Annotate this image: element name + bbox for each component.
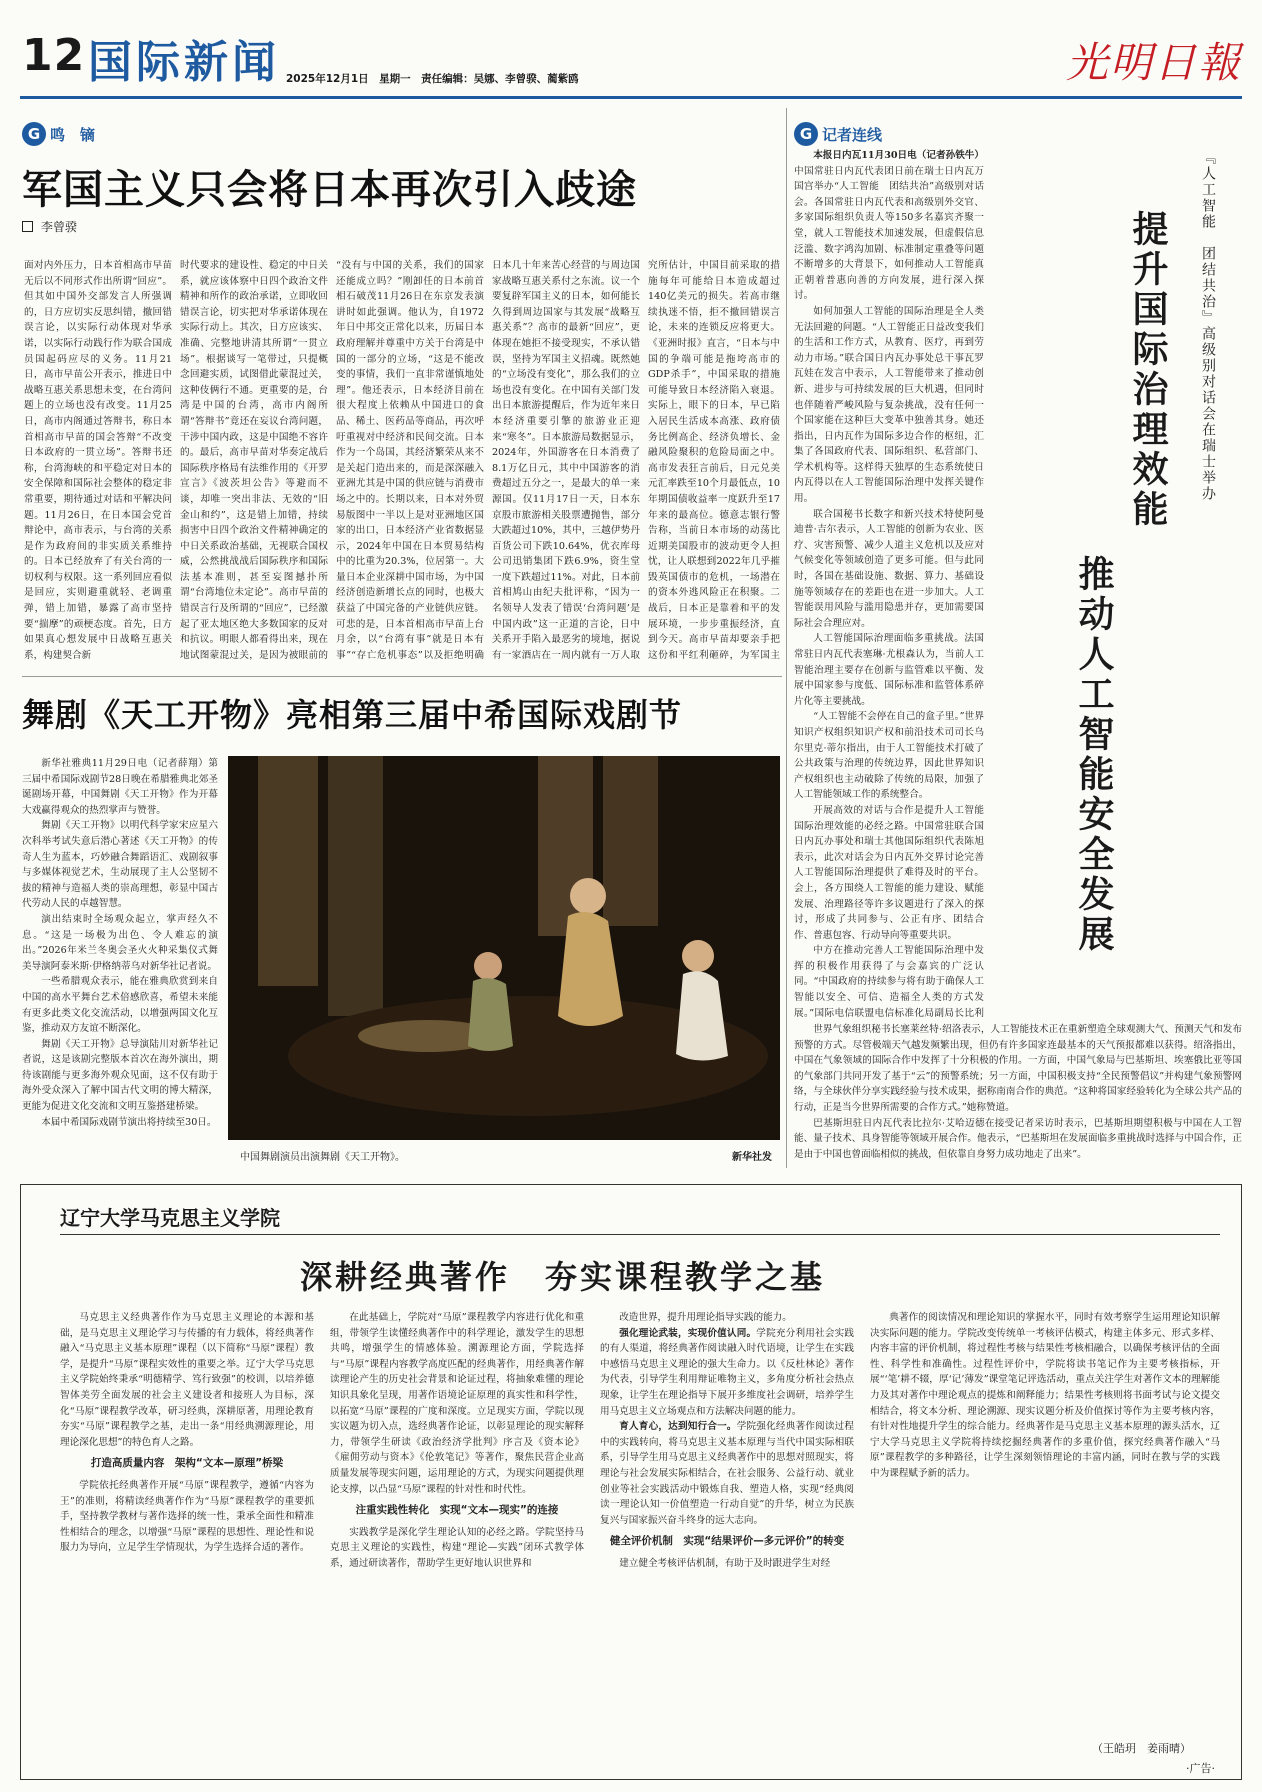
left-headline: 军国主义只会将日本再次引入歧途: [22, 167, 637, 213]
vertical-headline-2: 推动人工智能安全发展: [1073, 555, 1114, 955]
middle-headline: 舞剧《天工开物》亮相第三届中希国际戏剧节: [22, 696, 683, 734]
left-col-1: 面对内外压力，日本首相高市早苗无后以不同形式作出所谓“回应”。但其如中国外交部发言人所强调的，日方应切实反思纠错，撤回错误言论，以实际行动体现对华承诺，以实际行动践行作为联合国成员国起码应尽的义务。11月21日，高市早苗公开表示，推进日中战略互惠关系思想未变，在台湾问题上的立场也没有改变。11月25日，高市内阁通过答辩书，称日本首相高市早苗的国会答辩“不改变日本政府的一贯立场”。答辩书还称，台湾海峡的和平稳定对日本的安全保障和国际社会整体的稳定非常重要，期待通过对话和平解决问题。11月26日，在日本国会党首辩论中，高市表示，与台湾的关系是作为政府间的非实质关系维持的。日本已经放弃了有关台湾的一切权利与权限。这一系列回应看似是回应，实则避重就轻、老调重弹，错上加错，暴露了高市坚持要“揣摩”的顽梗态度。首先，日方如果真心想发展中日战略互惠关系，构建契合新: [24, 260, 172, 661]
left-col-5: 究所估计，中国目前采取的措施每年可能给日本造成超过140亿美元的损失。若高市继续执迷不悟，拒不撤回错误言论，未来的连锁反应将更大。《亚洲时报》直言，“日本与中国的争端可能是拖垮高市的GDP杀手”，中国采取的措施可能导致日本经济陷入衰退。实际上，眼下的日本，早已陷入居民生活成本高涨、政府债务比例高企、经济负增长、金融风险聚积的危险局面之中。高市发表狂言前后，日元兑美元汇率跌至10个月最低点，10年期国债收益率一度跃升至17年来的最高位。德意志银行警告称，当前日本市场的动荡比近期美国股市的波动更令人担忧，让人联想到2022年几乎摧毁英国债市的危机，一场潜在的资本外逃风险正在积聚。二战后，日本正是靠着和平的发展环境，一步步重振经济，直到今天。高市早苗却要亲手把这份和平红利砸碎，为军国主: [648, 260, 780, 661]
vertical-kicker: 『人工智能 团结共治』高级别对话会在瑞士举办: [1200, 150, 1216, 502]
ad-subhead-2: 注重实践性转化 实现“文本—现实”的连接: [355, 1504, 559, 1517]
middle-para-4: 一些希腊观众表示，能在雅典欣赏到来自中国的高水平舞台艺术倍感欣喜，希望未来能有更多此类文化交流活动，以增强两国文化互鉴，推动双方友谊不断深化。: [22, 976, 218, 1035]
page-number: 12: [22, 30, 86, 81]
g-logo-icon-2: G: [794, 122, 818, 146]
byline-box-icon: [22, 221, 33, 232]
middle-para-3: 演出结束时全场观众起立，掌声经久不息。“这是一场极为出色、令人难忘的演出。”2026年米兰冬奥会圣火火种采集仪式舞美导演阿泰米斯·伊格纳蒂乌对新华社记者说。: [22, 913, 218, 972]
right-para-1: 中国常驻日内瓦代表团日前在瑞士日内瓦万国宫举办“人工智能 团结共治”高级别对话会。各国常驻日内瓦代表和高级别外交官、多家国际组织负责人等150多名嘉宾齐聚一堂，就人工智能技术加速发展，但虚假信息泛滥、数字鸿沟加剧、标准制定重叠等问题不断增多的大背景下，如何推动人工智能真正朝着普惠向善的方向发展，进行深入探讨。: [794, 165, 984, 302]
left-col-2: 时代要求的建设性、稳定的中日关系，就应该体察中日四个政治文件精神和所作的政治承诺，立即收回错误言论，切实把对华承诺体现在实际行动上。其次，日方应该实、准确、完整地讲清其所谓“一贯立场”。根据谈写一笔带过，只提概念回避实质，试图借此蒙混过关，这种伎俩行不通。更重要的是，台湾是中国的台湾，高市内阁所谓“答辩书”竟还在妄议台湾问题，干涉中国内政，这是中国绝不容许的。最后，高市早苗对华奏定战后国际秩序格局有法维作用的《开罗宣言》《波茨坦公告》等避而不谈，却唯一突出非法、无效的“旧金山和约”，这是错上加错，持续损害中日四个政治文件精神确定的中日关系政治基础，无视联合国权威，公然挑战战后国际秩序和国际法基本准则，甚至妄图撼扑所谓“台湾地位未定论”。高市早苗的错误言行及所谓的“回应”，已经激起了亚太地区绝大多数国家的反对和抗议。明眼人都看得出来，现在地试图蒙混过关，是因为被眼前的: [180, 260, 328, 661]
right-para-9: 巴基斯坦驻日内瓦代表比拉尔·艾哈迈德在接受记者采访时表示，巴基斯坦期望积极与中国在人工智能、量子技术、具身智能等领域开展合作。他表示，“巴基斯坦在发展面临多重挑战时选择与中国合作，正是由于中国也曾面临相似的挑战，但依靠自身努力成功地走了出来”。: [794, 1117, 1242, 1160]
right-para-7: 中方在推动完善人工智能国际治理中发挥的积极作用获得了与会嘉宾的广泛认同。“中国政府的持续参与将有助于确保人工智能以安全、可信、造福全人类的方式发展。”国际电信联盟电信标准化局副局长比利: [794, 945, 984, 1018]
ad-col3-intro: 改造世界，提升用理论指导实践的能力。: [619, 1312, 792, 1323]
dateline: 本报日内瓦11月30日电（记者孙铁牛）: [813, 150, 984, 161]
section-divider: [22, 676, 782, 677]
masthead-rule: [20, 96, 1242, 99]
g-logo-icon: G: [22, 122, 46, 146]
right-para-2: 如何加强人工智能的国际治理是全人类无法回避的问题。“人工智能正日益改变我们的生活和工作方式，从教育、医疗，再到劳动力市场。”联合国日内瓦办事处总干事瓦罗瓦娃在发言中表示，人工智能带来了推动创新、进步与可持续发展的巨大机遇，但同时也伴随着严峻风险与复杂挑战，没有任何一个国家能在这种巨大变革中独善其身。她还指出，日内瓦作为国际多边合作的枢纽，汇集了各国政府代表、国际组织、私营部门、学术机构等。这样得天独厚的生态系统使日内瓦得以在人工智能国际治理中发挥关键作用。: [794, 305, 984, 505]
photo-credit: 新华社发: [732, 1152, 772, 1163]
column-divider: [786, 108, 787, 1168]
middle-para-5: 舞剧《天工开物》总导演陆川对新华社记者说，这是该剧完整版本首次在海外演出，期待该剧能与更多海外观众见面，这不仅有助于海外受众深入了解中国古代文明的博大精深，更能为促进文化交流和文明互鉴搭建桥梁。: [22, 1038, 218, 1113]
ad-col-3: [600, 1310, 854, 1750]
ad-col4-text: 典著作的阅读情况和理论知识的掌握水平，同时有效考察学生运用理论知识解决实际问题的能力。学院改变传统单一考核评估模式，构建主体多元、形式多样、内容丰富的评价机制，将过程性考核与结果性考核相融合，以确保考核评估的全面性、科学性和准确性。过程性评价中，学院将读书笔记作为主要考核指标，开展“‘笔’耕不辍，厚‘记’薄发”课堂笔记评选活动，重点关注学生对著作文本的理解能力及其对著作中理论观点的提炼和阐释能力；结果性考核则将书面考试与论文提交相结合，将文本分析、理论溯源、现实议题分析及价值探讨等作为主要考核内容，有针对性地提升学生的综合能力。经典著作是马克思主义基本原理的源头活水，辽宁大学马克思主义学院将持续挖掘经典著作的多重价值，探究经典著作融入“马原”课程教学的多种路径，让学生深刻领悟理论的丰富内涵，同时在教与学的实践中为课程赋予新的活力。: [870, 1312, 1220, 1479]
ad-col3-after: 建立健全考核评估机制，有助于及时跟进学生对经: [619, 1557, 831, 1569]
dance-photo: [228, 756, 780, 1140]
ad-subhead-3: 健全评价机制 实现“结果评价—多元评价”的转变: [609, 1535, 845, 1548]
ad-header-rule: [60, 1234, 1220, 1235]
ad-col2-intro: 在此基础上，学院对“马原”课程教学内容进行优化和重组，带领学生读懂经典著作中的科学理论，激发学生的思想共鸣，增强学生的情感体验。溯源理论方面，学院选择与“马原”课程内容教学高度匹配的经典著作，用经典著作解读理论产生的历史社会背景和论证过程，将抽象难懂的理论知识具象化呈现，用著作语境论证原理的真实性和科学性，以拓宽“马原”课程的广度和深度。立足现实方面，学院以现实议题为切入点，选经典著作论证，以彰显理论的现实解释力，带领学生研读《政治经济学批判》序言及《资本论》《雇佣劳动与资本》《伦敦笔记》等著作，聚焦民营企业高质量发展等现实问题，运用理论的方式，为现实问题提供理论支撑，以凸显“马原”课程的针对性和时代性。: [330, 1312, 584, 1495]
ad-col3-p2-text: 学院强化经典著作阅读过程中的实践转向，将马克思主义基本原理与当代中国实际相联系，引导学生用马克思主义经典著作中的思想对照现实，将理论与社会发展实际相结合，在社会服务、公益行动、就业创业等社会实践活动中锻炼自我、塑造人格，实现“经典阅读一理论认知一价值塑造一行动自觉”的升华，树立为民族复兴与国家振兴奋斗终身的远大志向。: [600, 1421, 854, 1526]
ad-col3-p1: [600, 1326, 854, 1420]
right-para-6: 开展高效的对话与合作是提升人工智能国际治理效能的必经之路。中国常驻联合国日内瓦办事处和瑞士其他国际组织代表陈旭表示，此次对话会为日内瓦外交界讨论完善人工智能国际治理提供了难得及时的平台。会上，各方围绕人工智能的能力建设、赋能发展、治理路径等许多议题进行了深入的探讨，形成了共同参与、公正有序、团结合作、普惠包容、行动导向等重要共识。: [794, 804, 984, 941]
byline: [22, 218, 77, 235]
ad-col3-p2: [600, 1419, 854, 1528]
ad-signature: （王皓玥 姜雨晴）: [1092, 1742, 1191, 1755]
right-para-3: 联合国秘书长数字和新兴技术特使阿曼迪普·吉尔表示，人工智能的创新为农业、医疗、灾害预警、减少人道主义危机以及应对气候变化等领域创造了更多可能。但与此同时，各国在基础设施、数据、算力、基础设施等领域存在的差距也在进一步加大。人工智能误用风险与滥用隐患并存，更加需要国际社会合理应对。: [794, 508, 984, 629]
ad-col1-intro: 马克思主义经典著作作为马克思主义理论的本源和基础，是马克思主义理论学习与传播的有力载体，将经典著作融入“马克思主义基本原理”课程（以下简称“马原”课程）教学，是提升“马原”课程实效性的重要之举。辽宁大学马克思主义学院始终秉承“明德精学、笃行致强”的校训，以培养德智体美劳全面发展的社会主义建设者和接班人为目标，深化“马原”课程教学改革，研习经典，深耕原著，用理论教育夯实“马原”课程教学之基，走出一条“用经典溯源理论，用理论深化思想”的特色育人之路。: [60, 1312, 314, 1448]
ad-col-4: [870, 1310, 1220, 1720]
ad-col-1: [60, 1310, 314, 1750]
right-para-8: 世界气象组织秘书长塞莱丝特·绍洛表示，人工智能技术正在重新塑造全球观测大气、预测天气和发布预警的方式。尽管极端天气越发频繁出现，但仍有许多国家连最基本的天气预报都难以获得。绍洛指出，中国在气象领域的国际合作中发挥了十分积极的作用。一方面，中国气象局与巴基斯坦、埃塞俄比亚等国的气象部门共同开发了基于“云”的预警系统；另一方面，中国积极支持“全民预警倡议”并构建气象预警网络，与全球伙伴分享实践经验与技术成果，据称南南合作的典范。“这种将国家经验转化为全球公共产品的行动，正是当今世界所需要的合作方式。”她称赞道。: [794, 1024, 1242, 1113]
ad-mark: ·广告·: [1186, 1762, 1215, 1775]
reporter-tag-label: 记者连线: [822, 125, 883, 144]
right-dateline-para: [794, 148, 984, 304]
right-para-5: “人工智能不会停在自己的盒子里。”世界知识产权组织知识产权和前沿技术司司长乌尔里克·蒂尔指出，由于人工智能技术打破了公共政策与治理的传统边界，因此世界知识产权组织也主动破除了传统的局限，加强了人工智能领域工作的系统整合。: [794, 711, 984, 801]
ad-col2-after: 实践教学是深化学生理论认知的必经之路。学院坚持马克思主义理论的实践性，构建“理论—实践”闭环式教学体系，通过研读著作，帮助学生更好地认识世界和: [330, 1526, 584, 1569]
left-col-3: “没有与中国的关系，我们的国家还能成立吗？”刚卸任的日本前首相石破茂11月26日在东京发表演讲时如此强调。他认为，自1972年日中邦交正常化以来，历届日本政府理解并尊重中方关于台湾是中国的一部分的立场，“这是不能改变的事情，我们一直非常谨慎地处理”。他还表示，日本经济目前在很大程度上依赖从中国进口的食品、稀土、医药品等商品，再次呼吁重视对中经济和民间交流。日本作为一个岛国，其经济繁荣从来不是关起门造出来的，而是深深融入亚洲尤其是中国的供应链与消费市场之中的。长期以来，日本对外贸易版图中一半以上是对亚洲地区国家的出口，日本经济产业省数据显示，2024年中国在日本贸易结构中的比重为20.3%，位居第一。大量日本企业深耕中国市场，为中国经济创造新增长点的同时，也极大获益了中国完备的产业链供应链。可悲的是，日本首相高市早苗上台月余，以“台湾有事”就是日本有事”“存亡危机事态”以及拒绝明确: [336, 260, 484, 661]
ad-col3-p1-text: 学院充分利用社会实践的有人渠道，将经典著作阅读融入时代语境，让学生在实践中感悟马克思主义理论的强大生命力。以《反杜林论》著作为代表，引导学生利用辩证唯物主义，多角度分析社会热点现象，让学生在理论指导下展开多维度社会调研，培养学生用马克思主义立场观点和方法解决问题的能力。: [600, 1327, 854, 1417]
column-tag-reporter: [794, 122, 882, 146]
photo-caption: 中国舞剧演员出演舞剧《天工开物》。: [240, 1152, 405, 1163]
right-body: [794, 148, 984, 1018]
middle-body: [22, 756, 218, 1166]
right-body-bottom: [794, 1022, 1242, 1164]
middle-para-6: 本届中希国际戏剧节演出将持续至30日。: [41, 1116, 217, 1128]
left-col-4: 日本几十年来苦心经营的与周边国家战略互惠关系付之东流。议一个要复辟军国主义的日本，如何能长久得到周边国家与其发展“战略互惠关系”？高市的最新“回应”，更体现在她拒不接受现实，不承认错误，坚持为军国主义招魂。既然她的“立场没有变化”，那么我们的立场也没有变化。在中国有关部门发出日本旅游提醒后，作为近年来日本经济重要引擎的旅游业正迎来“寒冬”。日本旅游局数据显示，2024年，外国游客在日本消费了8.1万亿日元，其中中国游客的消费超过五分之一，是最大的单一来源国。仅11月17日一天，日本东京股市旅游相关股票遭抛售，部分大跌超过10%，其中，三越伊势丹百货公司下跌10.64%，优衣库母公司迅销集团下跌6.9%，资生堂一度下跌超过11%。对此，日本前首相鸠山由纪夫批评称，“因为一名领导人发表了错误‘台湾问题’是中国内政”这一正道的言论，日中关系开手陷入最恶劣的境地，据说有一家酒店在一周内就有一万人取: [492, 260, 640, 661]
ad-header: 辽宁大学马克思主义学院: [60, 1206, 280, 1230]
dance-photo-art: [228, 756, 780, 1140]
newspaper-logo: 光明日報: [1065, 38, 1242, 87]
ad-title: 深耕经典著作 夯实课程教学之基: [300, 1258, 826, 1296]
ad-col3-p2-head: 育人育心，达到知行合一。: [619, 1421, 737, 1433]
ad-col-2: [330, 1310, 584, 1750]
ad-subhead-1: 打造高质量内容 架构“文本—原理”桥梁: [90, 1457, 284, 1470]
issue-info: 2025年12月1日 星期一 责任编辑：吴娜、李曾骙、蔺紫鸥: [286, 73, 579, 85]
section-title: 国际新闻: [88, 37, 280, 88]
middle-para-1: 新华社雅典11月29日电（记者薛翔）第三届中希国际戏剧节28日晚在希腊雅典北郊圣诞剧场开幕，中国舞剧《天工开物》作为开幕大戏赢得观众的热烈掌声与赞誉。: [22, 758, 218, 816]
middle-para-2: 舞剧《天工开物》以明代科学家宋应星六次科举考试失意后潜心著述《天工开物》的传奇人生为蓝本，巧妙融合舞蹈语汇、戏剧叙事与多媒体视觉艺术，生动展现了主人公坚韧不拔的精神与造福人类的崇高理想，彰显中国古代劳动人民的卓越智慧。: [22, 820, 218, 910]
right-para-4: 人工智能国际治理面临多重挑战。法国常驻日内瓦代表塞琳·尤根森认为，当前人工智能治理主要存在创新与监管难以平衡、发展中国家参与度低、国际标准和监管体系碎片化等主要挑战。: [794, 633, 984, 707]
column-tag-mingdi: [22, 122, 95, 146]
ad-col3-p1-head: 强化理论武装，实现价值认同。: [619, 1327, 757, 1339]
column-tag-label: 鸣 镝: [50, 125, 96, 144]
author-name: 李曾骙: [41, 220, 78, 234]
ad-col1-after: 学院依托经典著作开展“马原”课程教学，遵循“内容为王”的准则，将精读经典著作作为“马原”课程教学的重要抓手，坚持教学教材与著作选择的统一性，秉承全面性和精准性相结合的理念，以增强“马原”课程的思想性、理论性和说服力为导向，立足学生学情现状，为学生选择合适的著作。: [60, 1479, 314, 1554]
vertical-headline-1: 提升国际治理效能: [1127, 210, 1168, 530]
